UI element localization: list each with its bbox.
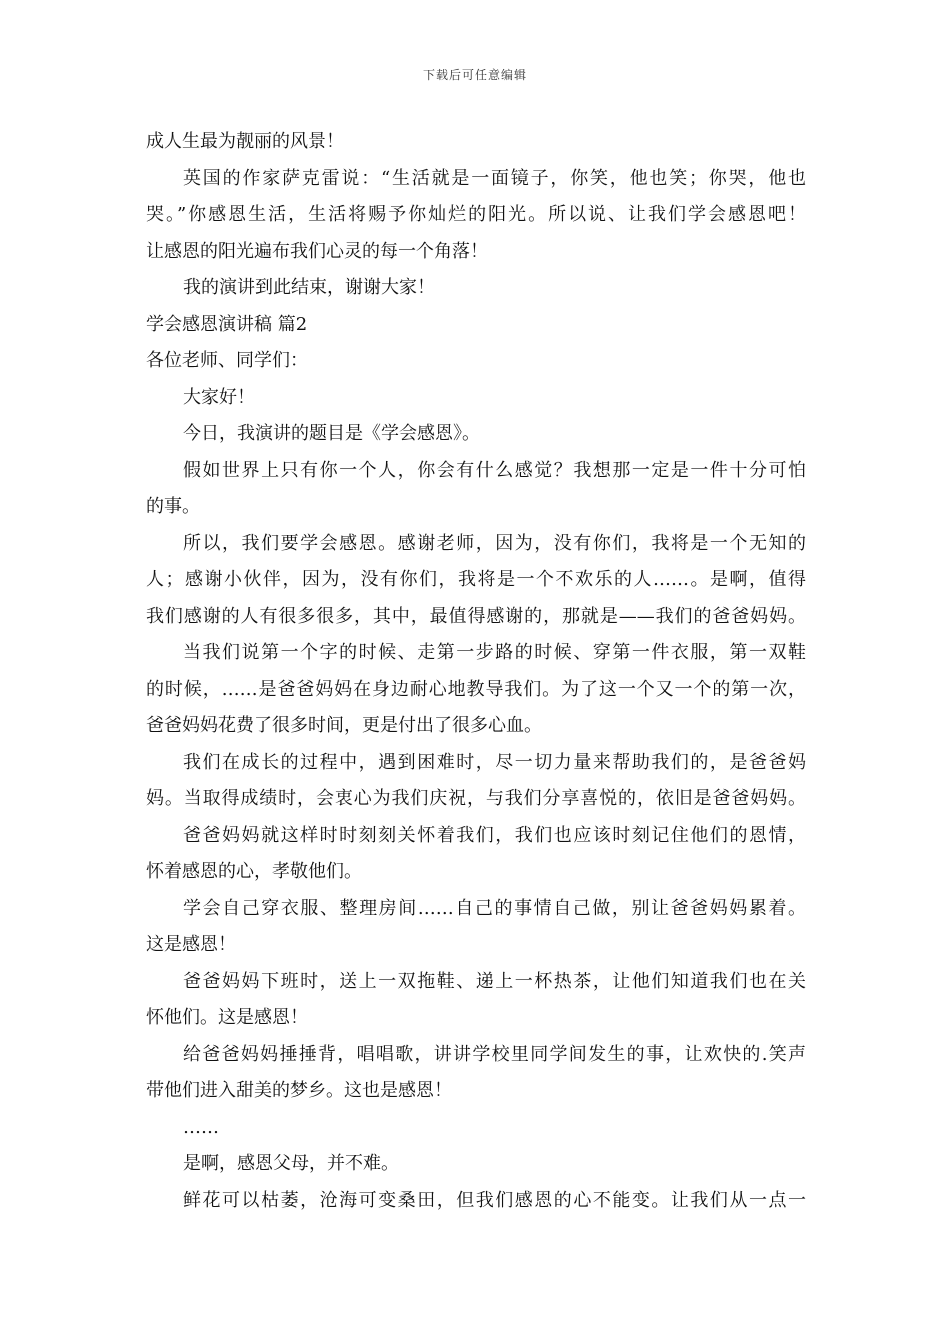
text-line: 的时候，……是爸爸妈妈在身边耐心地教导我们。为了这一个又一个的第一次，: [146, 678, 806, 700]
text-line: 所以，我们要学会感恩。感谢老师，因为，没有你们，我将是一个无知的: [183, 532, 806, 554]
page-header: 下载后可任意编辑: [422, 68, 527, 82]
text-line: 学会感恩演讲稿 篇2: [146, 313, 308, 335]
text-line: 哭。”你感恩生活，生活将赐予你灿烂的阳光。所以说、让我们学会感恩吧！: [146, 204, 806, 225]
document-body: [146, 124, 806, 1219]
text-line: 鲜花可以枯萎，沧海可变桑田，但我们感恩的心不能变。让我们从一点一: [183, 1189, 806, 1211]
text-line: 我的演讲到此结束，谢谢大家！: [183, 277, 435, 298]
text-line: 怀他们。这是感恩！: [146, 1007, 308, 1028]
text-line: 大家好！: [183, 386, 255, 408]
text-line: 让感恩的阳光遍布我们心灵的每一个角落！: [146, 240, 488, 262]
text-line: 妈。当取得成绩时，会衷心为我们庆祝，与我们分享喜悦的，依旧是爸爸妈妈。: [146, 788, 806, 809]
text-line: 各位老师、同学们：: [146, 350, 308, 371]
text-line: 爸爸妈妈下班时，送上一双拖鞋、递上一杯热茶，让他们知道我们也在关: [183, 970, 806, 992]
text-line: 带他们进入甜美的梦乡。这也是感恩！: [146, 1080, 452, 1101]
text-line: 学会自己穿衣服、整理房间……自己的事情自己做，别让爸爸妈妈累着。: [183, 897, 806, 919]
text-line: 人；感谢小伙伴，因为，没有你们，我将是一个不欢乐的人……。是啊，值得: [146, 569, 806, 590]
text-line: 今日，我演讲的题目是《学会感恩》。: [183, 423, 480, 444]
text-line: ……: [183, 1116, 219, 1138]
text-line: 英国的作家萨克雷说：“生活就是一面镜子，你笑，他也笑；你哭，他也: [183, 167, 806, 189]
text-line: 这是感恩！: [146, 934, 236, 955]
text-line: 给爸爸妈妈捶捶背，唱唱歌，讲讲学校里同学间发生的事，让欢快的.笑声: [183, 1043, 806, 1065]
text-line: 的事。: [146, 496, 200, 517]
text-line: 当我们说第一个字的时候、走第一步路的时候、穿第一件衣服，第一双鞋: [183, 642, 806, 663]
text-line: 怀着感恩的心，孝敬他们。: [146, 861, 362, 882]
text-line: 成人生最为靓丽的风景！: [146, 131, 344, 152]
text-line: 是啊，感恩父母，并不难。: [183, 1153, 399, 1174]
text-line: 我们在成长的过程中，遇到困难时，尽一切力量来帮助我们的，是爸爸妈: [183, 751, 806, 773]
text-line: 爸爸妈妈就这样时时刻刻关怀着我们，我们也应该时刻记住他们的恩情，: [183, 824, 806, 846]
text-line: 假如世界上只有你一个人，你会有什么感觉？我想那一定是一件十分可怕: [183, 459, 806, 481]
text-line: 我们感谢的人有很多很多，其中，最值得感谢的，那就是——我们的爸爸妈妈。: [146, 605, 806, 627]
text-line: 爸爸妈妈花费了很多时间，更是付出了很多心血。: [146, 715, 542, 736]
